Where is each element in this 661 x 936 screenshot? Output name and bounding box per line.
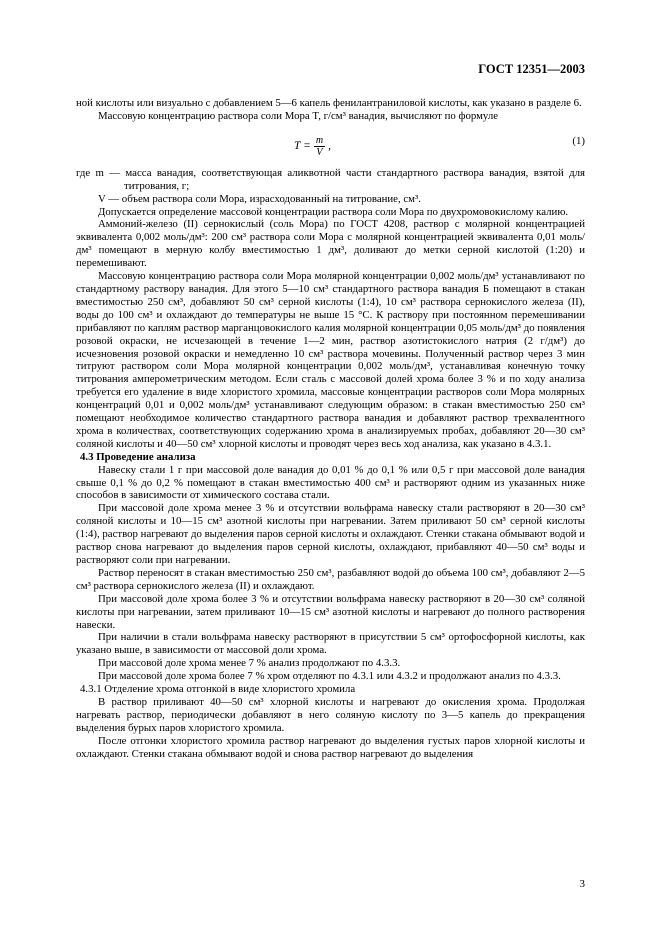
paragraph: При массовой доле хрома менее 3 % и отсутствии вольфрама навеску стали растворяют в 20—30 см³ соляной кислоты и 10—15 см³ азотной кислоты при нагревании. Затем приливают 50 см³ серной кислоты (1:4), раствор нагревают до выделения паров серной кислоты и охлаждают. Стенки стакана обмывают водой и раствор снова нагревают до выделения паров серной кислоты, охлаждают, прибавляют 40—50 см³ воды и растворяют соли при нагревании. bbox=[76, 502, 585, 566]
paragraph: При массовой доле хрома менее 7 % анализ продолжают по 4.3.3. bbox=[98, 657, 401, 670]
document-body bbox=[76, 97, 585, 761]
formula-numerator: m bbox=[315, 134, 324, 146]
page-number: 3 bbox=[579, 878, 585, 890]
paragraph: В раствор приливают 40—50 см³ хлорной кислоты и нагревают до окисления хрома. Продолжая нагревать раствор, периодически добавляют в него соляную кислоту по 3—5 капель до прекращения выделения бурых паров хлористого хромила. bbox=[76, 695, 585, 734]
paragraph: Раствор переносят в стакан вместимостью 250 см³, разбавляют водой до объема 100 см³, добавляют 2—5 см³ раствора сернокислого железа (II) и охлаждают. bbox=[76, 566, 585, 592]
paragraph: После отгонки хлористого хромила раствор нагревают до выделения густых паров хлорной кислоты и охлаждают. Стенки стакана обмывают водой и снова раствор нагревают до выделения bbox=[76, 734, 585, 760]
document-header: ГОСТ 12351—2003 bbox=[478, 62, 585, 76]
paragraph: Допускается определение массовой концентрации раствора соли Мора по двухромовокислому калию. bbox=[98, 205, 569, 218]
paragraph: Аммоний-железо (II) сернокислый (соль Мора) по ГОСТ 4208, раствор с молярной концентрацией эквивалента 0,002 моль/дм³: 200 см³ раствора соли Мора с молярной концентрацией эквивалента 0,01 моль/дм³ помещают в мерную колбу вместимостью 1 дм³, доливают до метки серной кислотой (1:20) и перемешивают. bbox=[76, 218, 585, 270]
paragraph: При массовой доле хрома более 3 % и отсутствии вольфрама навеску растворяют в 20—30 см³ соляной кислоты при нагревании, затем приливают 10—15 см³ азотной кислоты и нагревают до полного растворения навески. bbox=[76, 592, 585, 631]
formula-fraction bbox=[314, 135, 325, 158]
formula-tail: , bbox=[328, 139, 331, 152]
paragraph: ной кислоты или визуально с добавлением 5—6 капель фенилантраниловой кислоты, как указано в разделе 6. bbox=[76, 97, 582, 109]
paragraph: При массовой доле хрома более 7 % хром отделяют по 4.3.1 или 4.3.2 и продолжают анализ по 4.3.3. bbox=[98, 670, 561, 683]
formula-number: (1) bbox=[572, 134, 585, 147]
paragraph: Массовую концентрацию раствора соли Мора T, г/см³ ванадия, вычисляют по формуле bbox=[98, 109, 499, 122]
section-heading: 4.3 Проведение анализа bbox=[80, 450, 196, 463]
subsection-heading: 4.3.1 Отделение хрома отгонкой в виде хлористого хромила bbox=[80, 683, 356, 696]
formula-denominator: V bbox=[316, 146, 323, 158]
formula bbox=[294, 135, 331, 158]
paragraph: При наличии в стали вольфрама навеску растворяют в присутствии 5 см³ ортофосфорной кислоты, как указано выше, в зависимости от массовой доли хрома. bbox=[76, 631, 585, 657]
paragraph: Массовую концентрацию раствора соли Мора молярной концентрации 0,002 моль/дм³ устанавливают по стандартному раствору ванадия. Для этого 5—10 см³ стандартного раствора ванадия Б помещают в стакан вместимостью 250 см³, добавляют 50 см³ серной кислоты (1:4), 10 см³ раствора сернокислого железа (II), воды до 100 см³ и охлаждают до температуры не выше 15 °С. К раствору при постоянном перемешивании прибавляют по каплям раствор марганцовокислого калия молярной концентрации 0,05 моль/дм³ до появления розовой окраски, не исчезающей в течение 1—2 мин, раствор азотистокислого натрия (2 г/дм³) до исчезновения розовой окраски и немедленно 10 см³ раствора мочевины. Полученный раствор через 3 мин титруют раствором соли Мора молярной концентрации 0,002 моль/дм³, устанавливая конечную точку титрования амперометрическим методом. Если сталь с массовой долей хрома более 3 % и по ходу анализа требуется его удаление в виде хлористого хромила, массовые концентрации растворов соли Мора молярных концентраций 0,01 и 0,002 моль/дм³ устанавливают следующим образом: в стакан вместимостью 250 см³ помещают необходимое количество стандартного раствора ванадия и добавляют раствор трехвалентного хрома в количествах, соответствующих содержанию хрома в анализируемых пробах, добавляют 20—30 см³ соляной кислоты и 40—50 см³ хлорной кислоты и проводят через весь ход анализа, как указано в 4.3.1. bbox=[76, 270, 585, 450]
formula-block bbox=[76, 129, 585, 167]
paragraph: V — объем раствора соли Мора, израсходованный на титрование, см³. bbox=[98, 192, 421, 205]
paragraph: где m — масса ванадия, соответствующая аликвотной части стандартного раствора ванадия, взятой для титрования, г; bbox=[76, 166, 585, 192]
formula-lhs: T = bbox=[294, 139, 311, 152]
paragraph: Навеску стали 1 г при массовой доле ванадия до 0,01 % до 0,1 % или 0,5 г при массовой доле ванадия свыше 0,1 % до 0,2 % помещают в стакан вместимостью 400 см³ и растворяют одним из указанных ниже способов в зависимости от химического состава стали. bbox=[76, 463, 585, 502]
